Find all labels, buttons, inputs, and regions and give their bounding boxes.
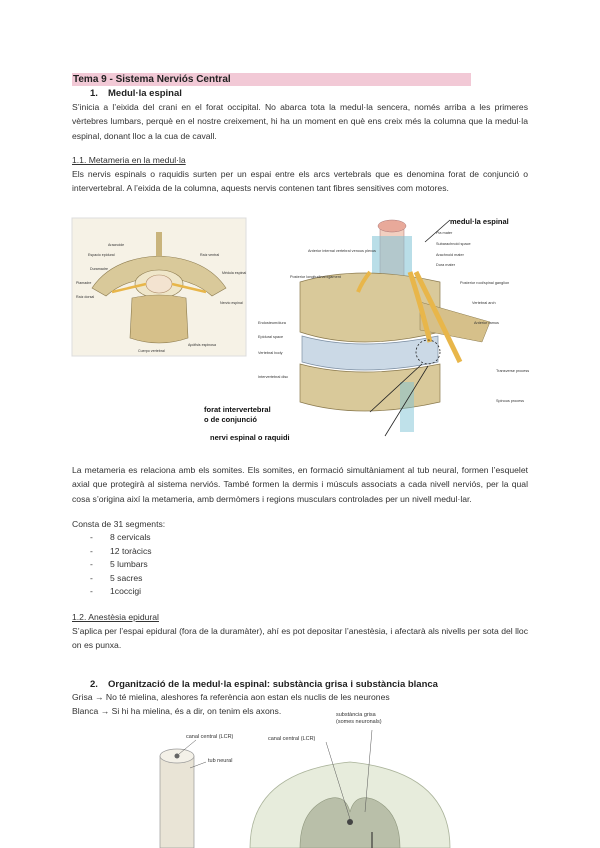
- fig1-label: Piamadre: [76, 281, 92, 285]
- fig2-gray-label-2: (somes neuronals): [336, 719, 382, 725]
- vertebra-cross-section-figure: [72, 218, 246, 356]
- fig1-label: Raíz ventral: [200, 253, 220, 257]
- list-item: - 5 sacres: [90, 572, 143, 583]
- fig1r-label: Vertebral arch: [472, 301, 496, 305]
- page-title: Tema 9 - Sistema Nerviós Central: [72, 73, 471, 86]
- fig1l-label: Posterior longitudinal ligament: [290, 275, 341, 279]
- fig1r-label: Posterior root/spinal ganglion: [460, 281, 510, 285]
- list-item: - 5 lumbars: [90, 559, 148, 570]
- fig1r-label: Dura mater: [436, 263, 455, 267]
- vertebral-body-shape: [130, 295, 188, 343]
- white-matter-line: Blanca → Si hi ha mielina, és a dir, on tenim els axons.: [72, 706, 282, 716]
- fig1l-label: Vertebral body: [258, 351, 283, 355]
- fig1r-label: Pia mater: [436, 231, 453, 235]
- spinal-cord-shape: [146, 275, 172, 293]
- fig1r-label: Subarachnoid space: [436, 242, 471, 246]
- section-2-heading: [90, 679, 438, 690]
- fig1r-label: Spinous process: [496, 399, 525, 403]
- list-item: - 1coccigi: [90, 586, 142, 597]
- segments-list: [90, 531, 152, 599]
- list-item: - 12 toràcics: [90, 545, 152, 556]
- fig1-label: Aracnoide: [108, 243, 125, 247]
- fig1-label: Duramadre: [90, 267, 108, 271]
- neural-tube-drawing: [160, 756, 194, 848]
- lower-meninges: [400, 382, 414, 432]
- fig1-label: Apófisis espinosa: [188, 343, 216, 347]
- nerve-label: nervi espinal o raquidi: [210, 433, 290, 442]
- central-canal-drawing: [347, 819, 353, 825]
- list-item: - 8 cervicals: [90, 532, 151, 542]
- foramen-label-2: o de conjunció: [204, 415, 257, 424]
- section-2-number: 2.: [90, 679, 98, 690]
- fig1l-label: Intervertebral disc: [258, 375, 289, 379]
- fig2-canal-label-2: canal central (LCR): [268, 736, 316, 742]
- gray-matter-line: Grisa → No té mielina, aleshores fa referència aon estan els nuclis de les neurones: [72, 692, 390, 702]
- fig1r-label: Arachnoid mater: [436, 253, 464, 257]
- medulla-label: medul·la espinal: [450, 217, 509, 226]
- somites-text: La metameria es relaciona amb els somites. Els somites, en formació simultàniament al tub neural, formen l’esquelet axial que protegirà al sistema nerviós. També formen la dermis i músculs associats a cada nivell nerviós, per la qual cosa s’origina així la metameria, amb dermòmers i regions musculars controlades per un nivell medul·lar.: [72, 465, 528, 504]
- subsection-1-1-text: Els nervis espinals o raquidis surten per un espai entre els arcs vertebrals que es denomina forat de conjunció o intervertebral. A l’eixida de la columna, aquests nervis contenen tant fibres sensitives com motores.: [72, 169, 528, 194]
- fig1-label: Raíz dorsal: [76, 295, 95, 299]
- section-1-title: Medul·la espinal: [108, 88, 182, 99]
- vertebra-lower: [300, 364, 440, 411]
- fig1r-label: Anterior ramus: [474, 321, 499, 325]
- foramen-label-1: forat intervertebral: [204, 405, 271, 414]
- spinal-cord-section-figure: [150, 712, 450, 848]
- subsection-1-1-title: 1.1. Metameria en la medul·la: [72, 155, 186, 165]
- fig1r-label: Transverse process: [496, 369, 530, 373]
- subsection-1-2-text: S’aplica per l’espai epidural (fora de la duramàter), ahí es pot depositar l’anestèsia, i afectarà als nivells per sota del lloc on es punxa.: [72, 626, 528, 651]
- fig2-tube-label: tub neural: [208, 758, 233, 764]
- subsection-1-2-title: 1.2. Anestèsia epidural: [72, 612, 159, 622]
- section-1-intro: S’inicia a l’eixida del crani en el forat occipital. No abarca tota la medul·la sencera, només arriba a les primeres vèrtebres lumbars, perquè en el nostre creixement, hi ha un moment en què ens creix més la columna que la medul·la espinal, donant lloc a la cua de cavall.: [72, 102, 528, 141]
- fig1-label: Cuerpo vertebral: [138, 349, 165, 353]
- fig1l-label: Anterior internal vertebral venous plexus: [308, 249, 376, 253]
- fig1l-label: Endosteum/dura: [258, 321, 286, 325]
- segments-intro: Consta de 31 segments:: [72, 519, 166, 529]
- fig1-label: Espacio epidural: [88, 253, 115, 257]
- cord-top: [378, 220, 406, 232]
- fig1-label: Nervio espinal: [220, 301, 243, 305]
- section-1-number: 1.: [90, 88, 98, 99]
- fig2-canal-label-1: canal central (LCR): [186, 734, 234, 740]
- fig1l-label: Epidural space: [258, 335, 284, 339]
- section-1-heading: [90, 88, 182, 99]
- fig2-gray-label-1: substància grisa: [336, 712, 376, 718]
- section-2-title: Organització de la medul·la espinal: substància grisa i substància blanca: [108, 679, 438, 690]
- neural-tube-canal: [175, 754, 180, 759]
- fig1-label: Médula espinal: [222, 271, 247, 275]
